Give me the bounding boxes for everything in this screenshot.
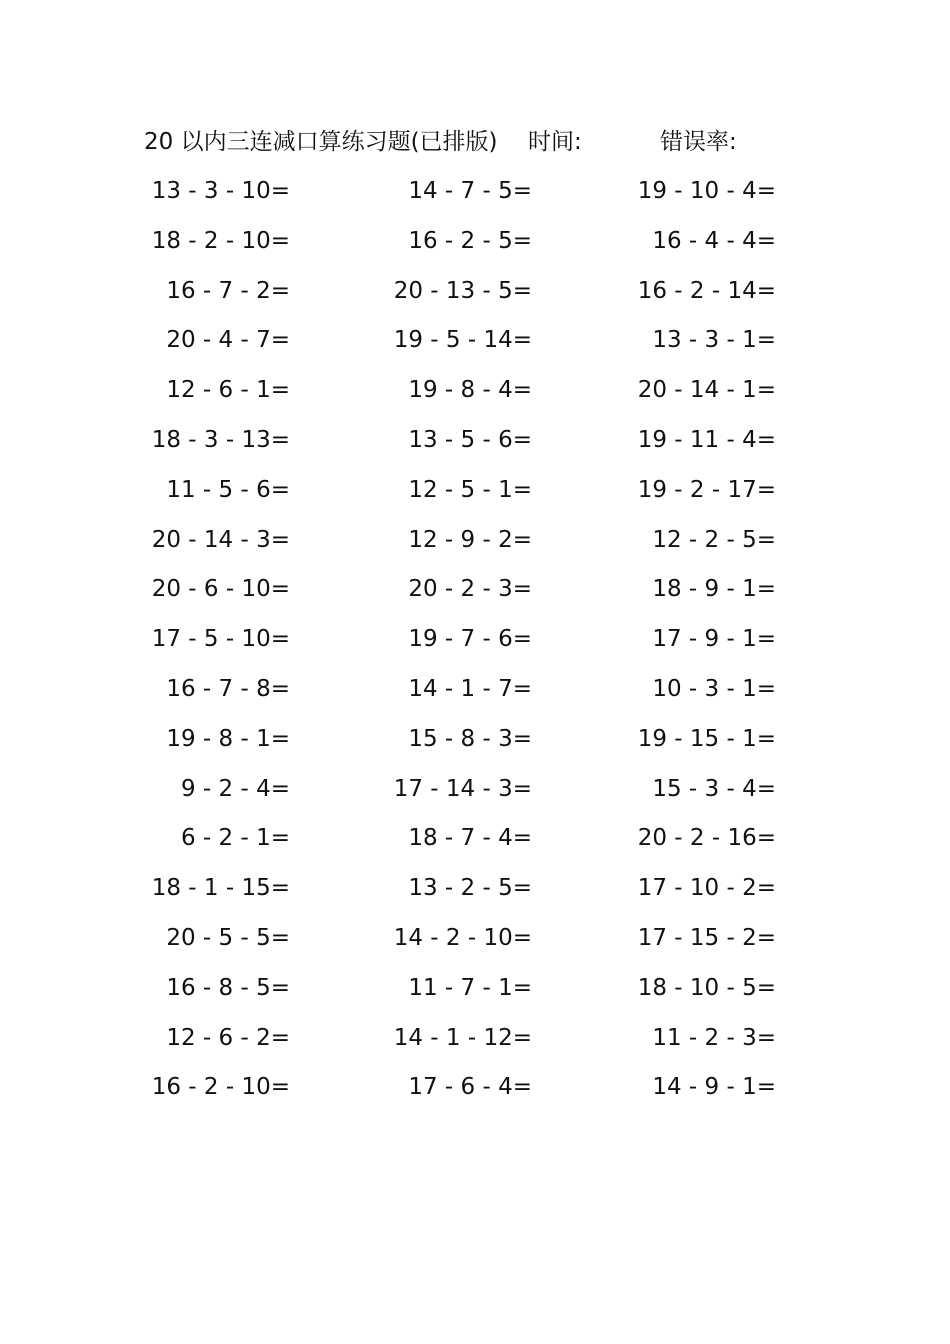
problem-item: 20 - 2 - 3= — [408, 576, 532, 603]
problem-item: 17 - 14 - 3= — [393, 775, 532, 802]
problem-item: 16 - 8 - 5= — [166, 974, 290, 1001]
problem-item: 13 - 5 - 6= — [408, 426, 532, 453]
problem-item: 17 - 6 - 4= — [408, 1074, 532, 1101]
problem-row — [0, 570, 950, 620]
problem-item: 18 - 7 - 4= — [408, 825, 532, 852]
problem-row — [0, 1068, 950, 1118]
problem-item: 15 - 3 - 4= — [652, 775, 776, 802]
problem-row — [0, 869, 950, 919]
problem-item: 10 - 3 - 1= — [652, 675, 776, 702]
problem-item: 17 - 9 - 1= — [652, 626, 776, 653]
problem-item: 9 - 2 - 4= — [180, 775, 290, 802]
problem-item: 19 - 11 - 4= — [637, 426, 776, 453]
problem-item: 18 - 2 - 10= — [151, 227, 290, 254]
problem-row — [0, 272, 950, 322]
problem-item: 14 - 1 - 7= — [408, 675, 532, 702]
problem-item: 13 - 2 - 5= — [408, 875, 532, 902]
problem-item: 17 - 5 - 10= — [151, 626, 290, 653]
problem-row — [0, 421, 950, 471]
problem-item: 16 - 7 - 8= — [166, 675, 290, 702]
problem-item: 20 - 13 - 5= — [393, 277, 532, 304]
problem-item: 20 - 14 - 3= — [151, 526, 290, 553]
problem-row — [0, 521, 950, 571]
worksheet-title: 20 以内三连减口算练习题(已排版) — [144, 129, 498, 155]
problem-item: 20 - 14 - 1= — [637, 377, 776, 404]
problem-item: 20 - 2 - 16= — [637, 825, 776, 852]
problem-item: 11 - 2 - 3= — [652, 1024, 776, 1051]
problem-item: 19 - 7 - 6= — [408, 626, 532, 653]
problem-item: 13 - 3 - 10= — [151, 178, 290, 204]
problem-row — [0, 720, 950, 770]
problem-item: 16 - 2 - 5= — [408, 227, 532, 254]
problem-item: 12 - 9 - 2= — [408, 526, 532, 553]
problem-item: 18 - 1 - 15= — [151, 875, 290, 902]
problem-item: 16 - 2 - 10= — [151, 1074, 290, 1101]
problem-row — [0, 670, 950, 720]
problem-item: 12 - 6 - 1= — [166, 377, 290, 404]
problem-row — [0, 172, 950, 222]
problem-item: 19 - 8 - 4= — [408, 377, 532, 404]
problem-item: 12 - 2 - 5= — [652, 526, 776, 553]
problem-item: 11 - 5 - 6= — [166, 476, 290, 503]
problem-item: 12 - 6 - 2= — [166, 1024, 290, 1051]
problem-item: 12 - 5 - 1= — [408, 476, 532, 503]
problem-item: 15 - 8 - 3= — [408, 725, 532, 752]
problem-item: 20 - 4 - 7= — [166, 327, 290, 354]
problem-row — [0, 919, 950, 969]
problem-item: 19 - 2 - 17= — [637, 476, 776, 503]
problem-item: 17 - 15 - 2= — [637, 924, 776, 951]
problem-item: 14 - 7 - 5= — [408, 178, 532, 204]
problem-row — [0, 819, 950, 869]
problem-item: 16 - 7 - 2= — [166, 277, 290, 304]
problem-row — [0, 371, 950, 421]
problem-row — [0, 770, 950, 820]
problem-grid — [0, 172, 950, 1118]
problem-item: 19 - 15 - 1= — [637, 725, 776, 752]
problem-row — [0, 222, 950, 272]
problem-item: 16 - 2 - 14= — [637, 277, 776, 304]
problem-item: 20 - 5 - 5= — [166, 924, 290, 951]
time-label: 时间: — [528, 129, 582, 155]
problem-item: 6 - 2 - 1= — [180, 825, 290, 852]
problem-item: 16 - 4 - 4= — [652, 227, 776, 254]
problem-item: 17 - 10 - 2= — [637, 875, 776, 902]
problem-item: 18 - 3 - 13= — [151, 426, 290, 453]
problem-row — [0, 471, 950, 521]
problem-item: 19 - 8 - 1= — [166, 725, 290, 752]
problem-item: 19 - 10 - 4= — [637, 178, 776, 204]
problem-item: 20 - 6 - 10= — [151, 576, 290, 603]
problem-item: 18 - 9 - 1= — [652, 576, 776, 603]
problem-row — [0, 321, 950, 371]
worksheet-header — [0, 124, 950, 160]
problem-item: 14 - 1 - 12= — [393, 1024, 532, 1051]
problem-item: 11 - 7 - 1= — [408, 974, 532, 1001]
problem-item: 14 - 9 - 1= — [652, 1074, 776, 1101]
problem-item: 13 - 3 - 1= — [652, 327, 776, 354]
problem-row — [0, 620, 950, 670]
problem-row — [0, 1019, 950, 1069]
problem-row — [0, 969, 950, 1019]
problem-item: 19 - 5 - 14= — [393, 327, 532, 354]
problem-item: 18 - 10 - 5= — [637, 974, 776, 1001]
error-rate-label: 错误率: — [660, 129, 737, 155]
problem-item: 14 - 2 - 10= — [393, 924, 532, 951]
